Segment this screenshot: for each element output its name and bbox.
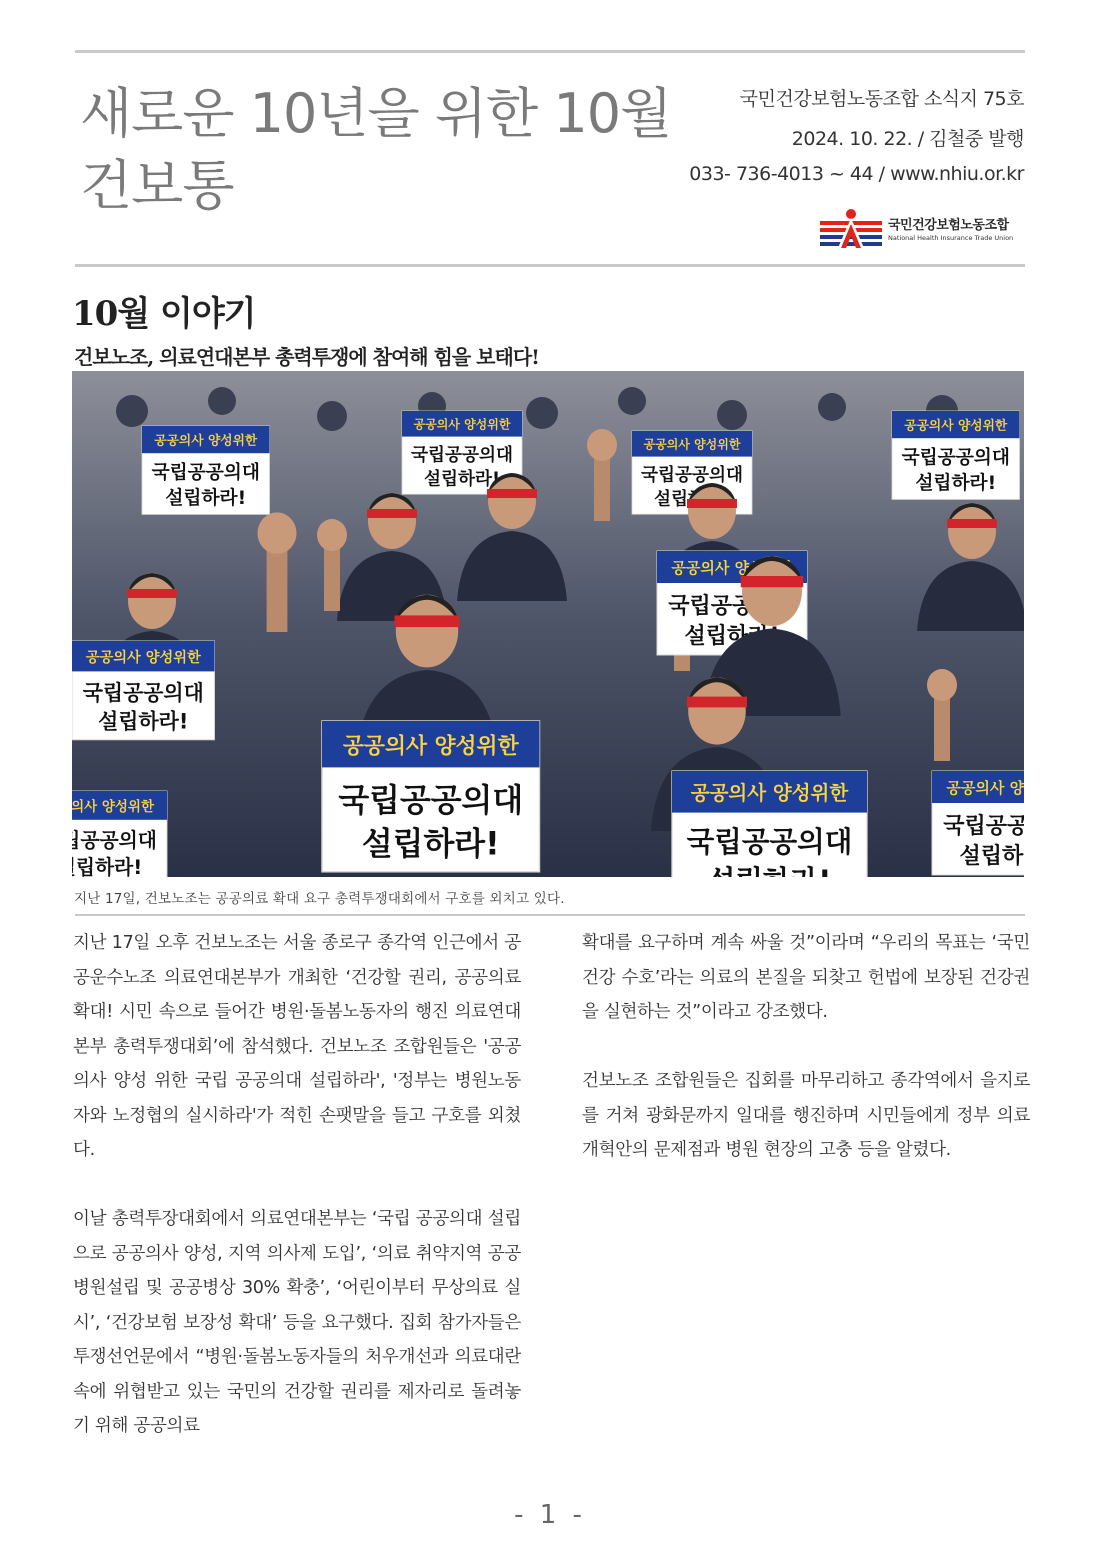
header-rule	[75, 264, 1025, 267]
logo-english-name: National Health Insurance Trade Union	[888, 234, 1014, 242]
section-title: 10월 이야기	[72, 294, 256, 334]
photo-caption: 지난 17일, 건보노조는 공공의료 확대 요구 총력투쟁대회에서 구호를 외치고 있다.	[74, 891, 565, 907]
logo-name: 국민건강보험노동조합	[888, 218, 1009, 233]
article-column-right	[582, 926, 1030, 1168]
contact-info: 033- 736-4013 ~ 44 / www.nhiu.or.kr	[689, 163, 1024, 185]
masthead-title-line1: 새로운 10년을 위한 10월	[80, 82, 672, 145]
article-column-left	[73, 926, 521, 1444]
publication-name: 국민건강보험노동조합 소식지 75호	[739, 88, 1024, 110]
top-rule	[75, 50, 1025, 53]
article-paragraph: 지난 17일 오후 건보노조는 서울 종로구 종각역 인근에서 공공운수노조 의료연대본부가 개최한 ‘건강할 권리, 공공의료 확대! 시민 속으로 들어간 병원·돌봄노동자의 행진 의료연대본부 총력투쟁대회’에 참석했다. 건보노조 조합원들은 '공공의사 양성 위한 국립 공공의대 설립하라', '정부는 병원노동자와 노정협의 실시하라'가 적힌 손팻말을 들고 구호를 외쳤다.	[73, 933, 521, 1160]
article-paragraph: 확대를 요구하며 계속 싸울 것”이라며 “우리의 목표는 ‘국민건강 수호’라는 의료의 본질을 되찾고 헌법에 보장된 건강권을 실현하는 것”이라고 강조했다.	[582, 933, 1030, 1022]
union-logo	[818, 208, 1028, 252]
rally-photo	[72, 371, 1024, 877]
rally-photo-illustration	[72, 371, 1024, 877]
masthead-title-line2: 건보통	[80, 154, 234, 217]
union-emblem-icon	[818, 208, 884, 252]
article-headline: 건보노조, 의료연대본부 총력투쟁에 참여해 힘을 보태다!	[74, 345, 539, 369]
caption-rule	[75, 914, 1025, 916]
article-paragraph: 이날 총력투장대회에서 의료연대본부는 ‘국립 공공의대 설립으로 공공의사 양성, 지역 의사제 도입’, ‘의료 취약지역 공공병원설립 및 공공병상 30% 확충’, ‘어린이부터 무상의료 실시’, ‘건강보험 보장성 확대’ 등을 요구했다. 집회 참가자들은 투쟁선언문에서 “병원·돌봄노동자들의 처우개선과 의료대란 속에 위협받고 있는 국민의 건강할 권리를 제자리로 돌려놓기 위해 공공의료	[73, 1209, 521, 1436]
issue-date: 2024. 10. 22. / 김철중 발행	[791, 128, 1024, 150]
masthead-title	[80, 78, 700, 222]
page-number: - 1 -	[514, 1500, 586, 1530]
article-paragraph: 건보노조 조합원들은 집회를 마무리하고 종각역에서 을지로를 거쳐 광화문까지 일대를 행진하며 시민들에게 정부 의료개혁안의 문제점과 병원 현장의 고충 등을 알렸다.	[582, 1071, 1030, 1160]
